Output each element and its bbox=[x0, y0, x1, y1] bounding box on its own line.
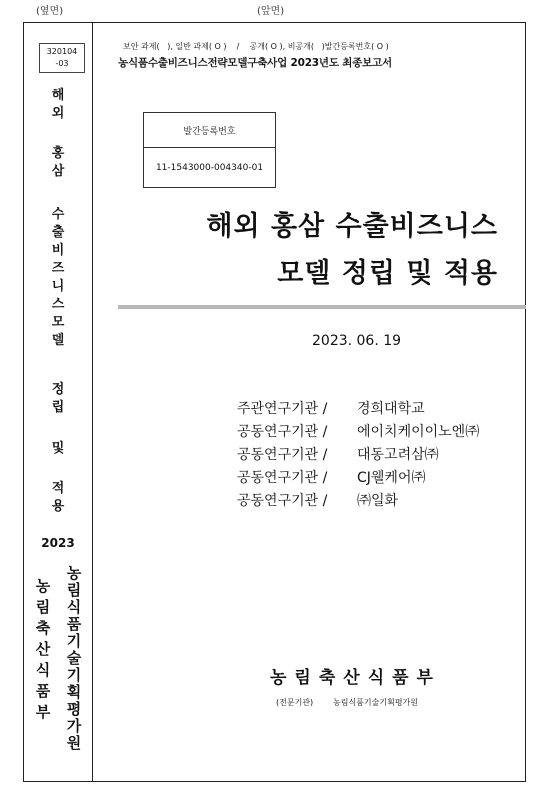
institution-role: 공동연구기관 / bbox=[237, 470, 328, 486]
spine-char: 식 bbox=[35, 661, 51, 679]
side-label-spine: (옆면) bbox=[36, 6, 64, 17]
spine-code-line1: 320104 bbox=[46, 47, 78, 56]
institution-list bbox=[237, 398, 479, 513]
spine-char: 기 bbox=[66, 666, 82, 684]
spine-char: 정 bbox=[51, 382, 65, 397]
spine-char: 기 bbox=[66, 632, 82, 650]
spine-char: 모 bbox=[51, 315, 65, 330]
spine-char: 용 bbox=[51, 499, 65, 514]
spine-title-group-3 bbox=[23, 206, 93, 350]
spine-char: 가 bbox=[66, 717, 82, 735]
institution-name: 대동고려삼㈜ bbox=[357, 447, 439, 463]
spine-title-group-6 bbox=[23, 480, 93, 516]
spine-char: 삼 bbox=[51, 164, 65, 179]
spine-char: 홍 bbox=[51, 146, 65, 161]
institution-name: CJ웰케어㈜ bbox=[357, 470, 426, 486]
spine-char: 림 bbox=[35, 598, 51, 616]
spine-title-group-2 bbox=[23, 145, 93, 181]
spine-char: 원 bbox=[66, 734, 82, 752]
ministry-name: 농림축산식품부 bbox=[270, 668, 441, 688]
agency-name: 농림식품기술기획평가원 bbox=[333, 698, 419, 707]
spine-char: 부 bbox=[35, 703, 51, 721]
report-title-line2: 모델 정립 및 적용 bbox=[277, 258, 498, 289]
report-title-line1: 해외 홍삼 수출비즈니스 bbox=[206, 211, 498, 242]
spine-char: 산 bbox=[35, 640, 51, 658]
spine-char: 품 bbox=[66, 615, 82, 633]
spine-char: 델 bbox=[51, 333, 65, 348]
spine-char: 적 bbox=[51, 481, 65, 496]
spine-char: 스 bbox=[51, 297, 65, 312]
spine-char: 비 bbox=[51, 243, 65, 258]
institution-name: 경희대학교 bbox=[357, 401, 425, 417]
institution-role: 공동연구기관 / bbox=[237, 493, 328, 509]
spine-char: 술 bbox=[66, 649, 82, 667]
institution-role: 공동연구기관 / bbox=[237, 447, 328, 463]
institution-row bbox=[237, 398, 479, 421]
institution-row bbox=[237, 467, 479, 490]
agency-label: (전문기관) bbox=[276, 698, 314, 707]
institution-role: 공동연구기관 / bbox=[237, 424, 328, 440]
spine-code-line2: -03 bbox=[55, 59, 69, 68]
spine-ministry-column bbox=[33, 578, 53, 721]
spine-title-group-4 bbox=[23, 381, 93, 417]
institution-row bbox=[237, 490, 479, 513]
institution-name: 에이치케이이노엔㈜ bbox=[357, 424, 480, 440]
spine-char: 출 bbox=[51, 225, 65, 240]
title-divider bbox=[118, 305, 526, 309]
spine-char: 획 bbox=[66, 683, 82, 701]
spine-char: 림 bbox=[66, 581, 82, 599]
spine-char: 외 bbox=[51, 106, 65, 121]
spine-year: 2023 bbox=[41, 536, 75, 550]
spine-char: 품 bbox=[35, 682, 51, 700]
spine-char: 축 bbox=[35, 619, 51, 637]
report-type-line: 농식품수출비즈니스전략모델구축사업 2023년도 최종보고서 bbox=[118, 57, 392, 69]
institution-row bbox=[237, 421, 479, 444]
spine-char: 농 bbox=[35, 577, 51, 595]
report-date: 2023. 06. 19 bbox=[312, 333, 402, 349]
spine-char: 즈 bbox=[51, 261, 65, 276]
side-label-front: (앞면) bbox=[257, 6, 285, 17]
institution-row bbox=[237, 444, 479, 467]
spine-title-group-1 bbox=[23, 87, 93, 123]
spine-char: 해 bbox=[51, 88, 65, 103]
institution-name: ㈜일화 bbox=[357, 493, 399, 509]
registration-label: 발간등록번호 bbox=[144, 113, 275, 148]
spine-char: 식 bbox=[66, 598, 82, 616]
spine-agency-column bbox=[64, 565, 84, 752]
spine-char: 수 bbox=[51, 207, 65, 222]
spine-title-group-5 bbox=[23, 440, 93, 458]
spine-code-box bbox=[39, 43, 85, 73]
spine-char: 평 bbox=[66, 700, 82, 718]
spine-char: 및 bbox=[51, 441, 65, 456]
security-classification-line: 보안 과제( ), 일반 과제( O ) / 공개( O ), 비공개( )발간등록번호( O ) bbox=[123, 42, 389, 51]
spine-char: 농 bbox=[66, 564, 82, 582]
institution-role: 주관연구기관 / bbox=[237, 401, 328, 417]
registration-number: 11-1543000-004340-01 bbox=[155, 163, 264, 173]
registration-number-box bbox=[143, 112, 276, 188]
spine-char: 립 bbox=[51, 400, 65, 415]
spine-char: 니 bbox=[51, 279, 65, 294]
